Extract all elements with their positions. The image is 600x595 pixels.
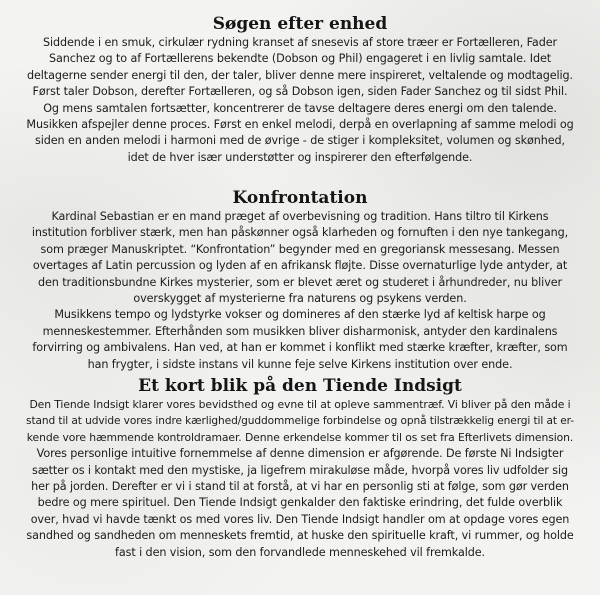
text-line: stand til at udvide vores indre kærlighed/guddommelige forbindelse og opnå tilstrækkelig energi til at er-: [26, 415, 574, 428]
text-line: forvirring og ambivalens. Han ved, at han er kommet i konflikt med stærke kræfter, kræfter, som: [32, 341, 568, 355]
text-line: sandhed og sandheden om menneskets fremtid, at huske den spirituelle kraft, vi rummer, og holde: [26, 529, 574, 543]
text-line: siden en anden melodi i harmoni med de øvrige - de stiger i kompleksitet, volumen og skønhed,: [35, 134, 565, 148]
text-line: sætter os i kontakt med den mystiske, ja ligefrem mirakuløse måde, hvorpå vores liv udfolder sig: [32, 463, 568, 477]
section-sogen-efter-enhed: [26, 13, 574, 166]
text-line: han frygter, i sidste instans vil kunne feje selve Kirkens institution over ende.: [87, 357, 513, 371]
section-paragraph: [26, 397, 574, 561]
text-line: idet de hver især understøtter og inspirerer den efterfølgende.: [127, 150, 473, 164]
text-line: institution forbliver stærk, men han påskønner også klarheden og fornuften i den nye tankegang,: [31, 226, 569, 240]
text-line: fast i den vision, som den forvandlede menneskehed vil fremkalde.: [115, 545, 485, 559]
text-line: deltagerne sender energi til den, der taler, bliver denne mere inspireret, veltalende og modtagelig.: [27, 68, 573, 82]
text-line: Musikken afspejler denne proces. Først en enkel melodi, derpå en overlapning af samme melodi og: [26, 118, 574, 132]
text-line: som præger Manuskriptet. “Konfrontation” begynder med en gregoriansk messesang. Messen: [40, 242, 560, 256]
section-title: Et kort blik på den Tiende Indsigt: [138, 376, 462, 396]
text-line: bedre og mere spirituel. Den Tiende Indsigt genkalder den faktiske erindring, det fulde overblik: [37, 496, 563, 510]
section-paragraph: [26, 209, 574, 307]
section-paragraph: [26, 35, 574, 166]
text-line: Sanchez og to af Fortællerens bekendte (Dobson og Phil) engageret i en livlig samtale. Idet: [48, 52, 552, 66]
text-line: overtages af Latin percussion og lyden af en afrikansk fløjte. Disse overnaturlige lyde antyder, at: [32, 259, 568, 273]
section-konfrontation: [26, 187, 574, 373]
text-line: kende vore hæmmende kontroldramaer. Denne erkendelse kommer til os set fra Efterlivets dimension.: [26, 430, 574, 444]
text-line: over, hvad vi havde tænkt os med vores liv. Den Tiende Indsigt handler om at opdage vores egen: [30, 512, 570, 526]
text-line: her på jorden. Derefter er vi i stand til at forstå, at vi har en personlig sti at følge, som gør verden: [31, 480, 569, 494]
text-line: Den Tiende Indsigt klarer vores bevidsthed og evne til at opleve sammentræf. Vi bliver på den måde i: [29, 398, 571, 411]
section-paragraph: [26, 307, 574, 373]
text-line: Siddende i en smuk, cirkulær rydning kranset af snesevis af store træer er Fortælleren, Fader: [43, 36, 557, 49]
section-title: Konfrontation: [232, 188, 368, 208]
text-line: den traditionsbundne Kirkes mysterier, som er blevet æret og studeret i århundreder, nu bliver: [38, 275, 562, 289]
text-line: overskygget af mysterierne fra naturens og psykens verden.: [133, 292, 467, 306]
text-line: Først taler Dobson, derefter Fortælleren, og så Dobson igen, siden Fader Sanchez og til sidst Phil.: [32, 85, 568, 99]
section-tiende-indsigt: [26, 375, 574, 561]
text-line: Vores personlige intuitive fornemmelse af denne dimension er afgørende. De første Ni Indsigter: [36, 447, 564, 461]
text-line: menneskestemmer. Efterhånden som musikken bliver disharmonisk, antyder den kardinalens: [42, 324, 558, 338]
text-line: Kardinal Sebastian er en mand præget af overbevisning og tradition. Hans tiltro til Kirkens: [51, 210, 549, 223]
section-title: Søgen efter enhed: [212, 14, 388, 34]
text-line: Og mens samtalen fortsætter, koncentrerer de tavse deltagere deres energi om den talende.: [43, 101, 557, 115]
text-line: Musikkens tempo og lydstyrke vokser og domineres af den stærke lyd af keltisk harpe og: [54, 308, 546, 322]
